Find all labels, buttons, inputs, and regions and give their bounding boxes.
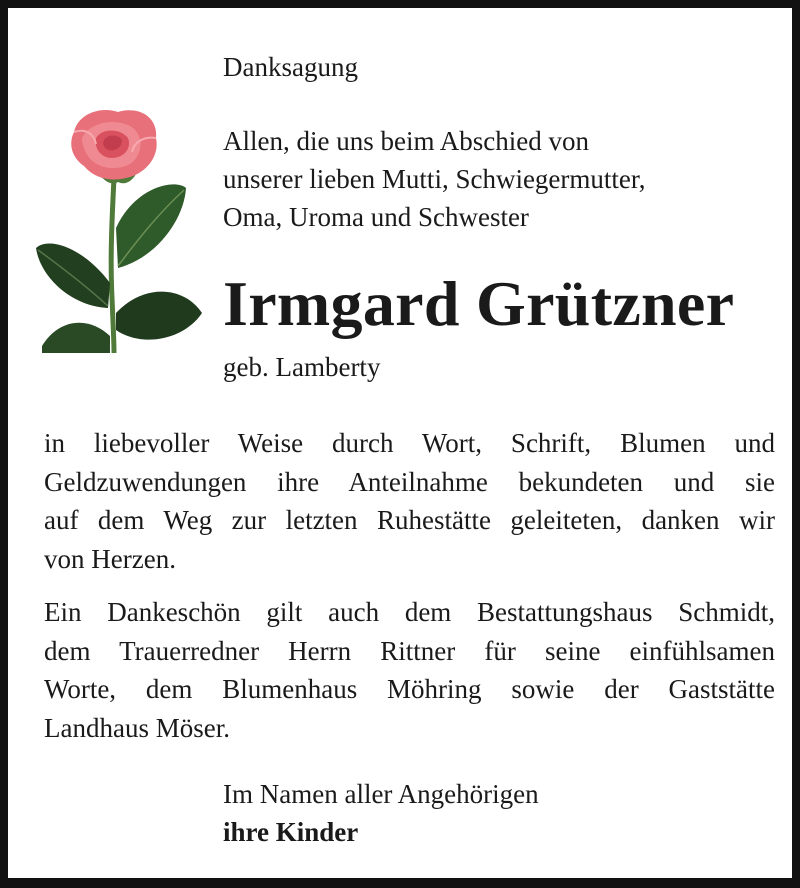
intro-text [223, 122, 646, 236]
signature: ihre Kinder [223, 817, 359, 847]
paragraph-line: Ein Dankeschön gilt auch dem Bestattungshaus Schmidt, [44, 597, 775, 627]
notice-heading: Danksagung [223, 52, 358, 82]
paragraph-line: in liebevoller Weise durch Wort, Schrift, Blumen und [44, 428, 775, 458]
acknowledgement-paragraph [44, 593, 775, 747]
maiden-name: geb. Lamberty [223, 352, 381, 382]
intro-line: unserer lieben Mutti, Schwiegermutter, [223, 164, 646, 194]
paragraph-line: Landhaus Möser. [44, 712, 230, 743]
paragraph-line: auf dem Weg zur letzten Ruhestätte geleiteten, danken wir [44, 505, 775, 535]
intro-line: Oma, Uroma und Schwester [223, 202, 529, 232]
paragraph-line: dem Trauerredner Herrn Rittner für seine einfühlsamen [44, 635, 775, 666]
intro-line: Allen, die uns beim Abschied von [223, 126, 589, 156]
rose-icon [34, 108, 204, 353]
deceased-name: Irmgard Grützner [223, 268, 735, 339]
paragraph-line: Worte, dem Blumenhaus Möhring sowie der Gaststätte [44, 674, 775, 704]
paragraph-line: von Herzen. [44, 543, 176, 574]
thanks-paragraph [44, 424, 775, 578]
closing-line: Im Namen aller Angehörigen [223, 779, 539, 809]
paragraph-line: Geldzuwendungen ihre Anteilnahme bekundeten und sie [44, 466, 775, 497]
